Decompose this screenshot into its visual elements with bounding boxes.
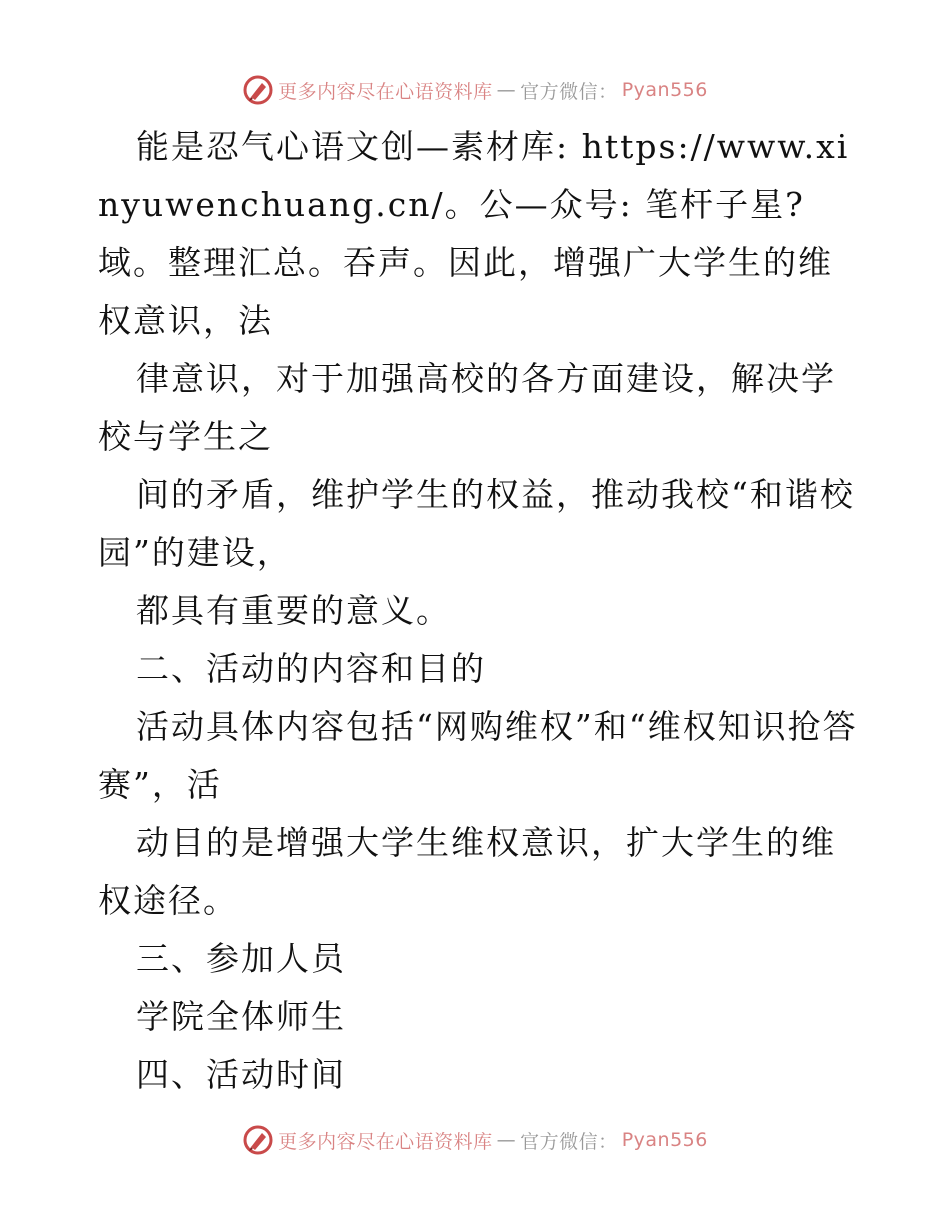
- section-heading-time: 四、活动时间: [136, 1055, 346, 1094]
- banner-wechat-id: Pyan556: [621, 79, 708, 101]
- banner-wechat-label: 官方微信：: [520, 80, 618, 103]
- section-heading-content-purpose: 二、活动的内容和目的: [136, 649, 486, 688]
- section-heading-participants: 三、参加人员: [136, 939, 346, 978]
- footer-banner: [0, 1120, 950, 1160]
- paragraph-4: 都具有重要的意义。: [136, 591, 451, 630]
- paragraph-2: 律意识，对于加强高校的各方面建设，解决学校与学生之: [98, 359, 836, 456]
- paragraph-6: 活动具体内容包括“网购维权”和“维权知识抢答赛”，活: [98, 707, 858, 804]
- paragraph-7: 动目的是增强大学生维权意识，扩大学生的维权途径。: [98, 823, 836, 920]
- footer-wechat-id: Pyan556: [621, 1129, 708, 1151]
- header-banner: [0, 70, 950, 110]
- banner-main-text: 更多内容尽在心语资料库: [278, 80, 493, 103]
- paragraph-1: 能是忍气心语文创—素材库: https://www.xinyuwenchuang.cn/。公—众号: 笔杆子星?域。整理汇总。吞声。因此，增强广大学生的维权意识，法: [98, 127, 850, 340]
- banner-separator: —: [496, 79, 517, 101]
- paragraph-9: 学院全体师生: [136, 997, 346, 1036]
- paragraph-3: 间的矛盾，维护学生的权益，推动我校“和谐校园”的建设，: [98, 475, 855, 572]
- footer-separator: —: [496, 1129, 517, 1151]
- pen-nib-logo-icon: [242, 74, 274, 106]
- document-body: [98, 118, 858, 1104]
- footer-main-text: 更多内容尽在心语资料库: [278, 1130, 493, 1153]
- pen-nib-logo-icon: [242, 1124, 274, 1156]
- footer-wechat-label: 官方微信：: [520, 1130, 618, 1153]
